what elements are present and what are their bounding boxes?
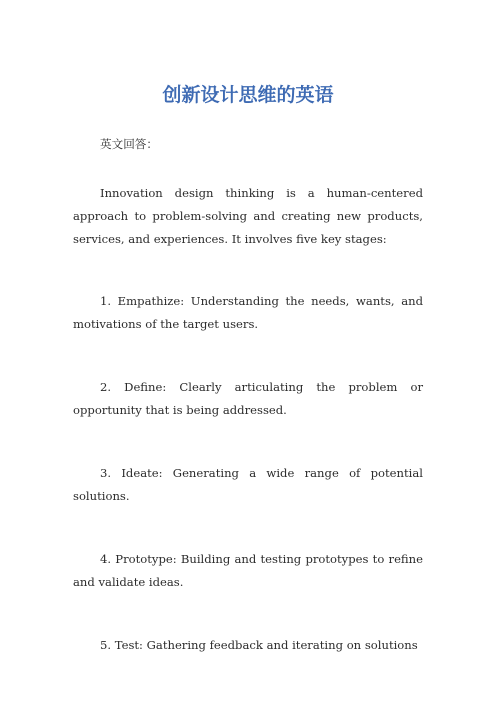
section-heading: 英文回答： xyxy=(100,137,158,151)
intro-paragraph: Innovation design thinking is a human-centered approach to problem-solving and creating new products, services, and experiences. It involves five key stages: xyxy=(73,186,423,246)
stage-item-ideate: 3. Ideate: Generating a wide range of potential solutions. xyxy=(73,466,423,503)
document-title: 创新设计思维的英语 xyxy=(162,84,334,106)
stage-item-define: 2. Define: Clearly articulating the problem or opportunity that is being addressed. xyxy=(73,380,423,417)
stage-item-empathize: 1. Empathize: Understanding the needs, wants, and motivations of the target users. xyxy=(73,294,423,331)
stage-item-prototype: 4. Prototype: Building and testing prototypes to refine and validate ideas. xyxy=(73,552,423,589)
stage-item-test: 5. Test: Gathering feedback and iterating on solutions xyxy=(100,638,418,652)
